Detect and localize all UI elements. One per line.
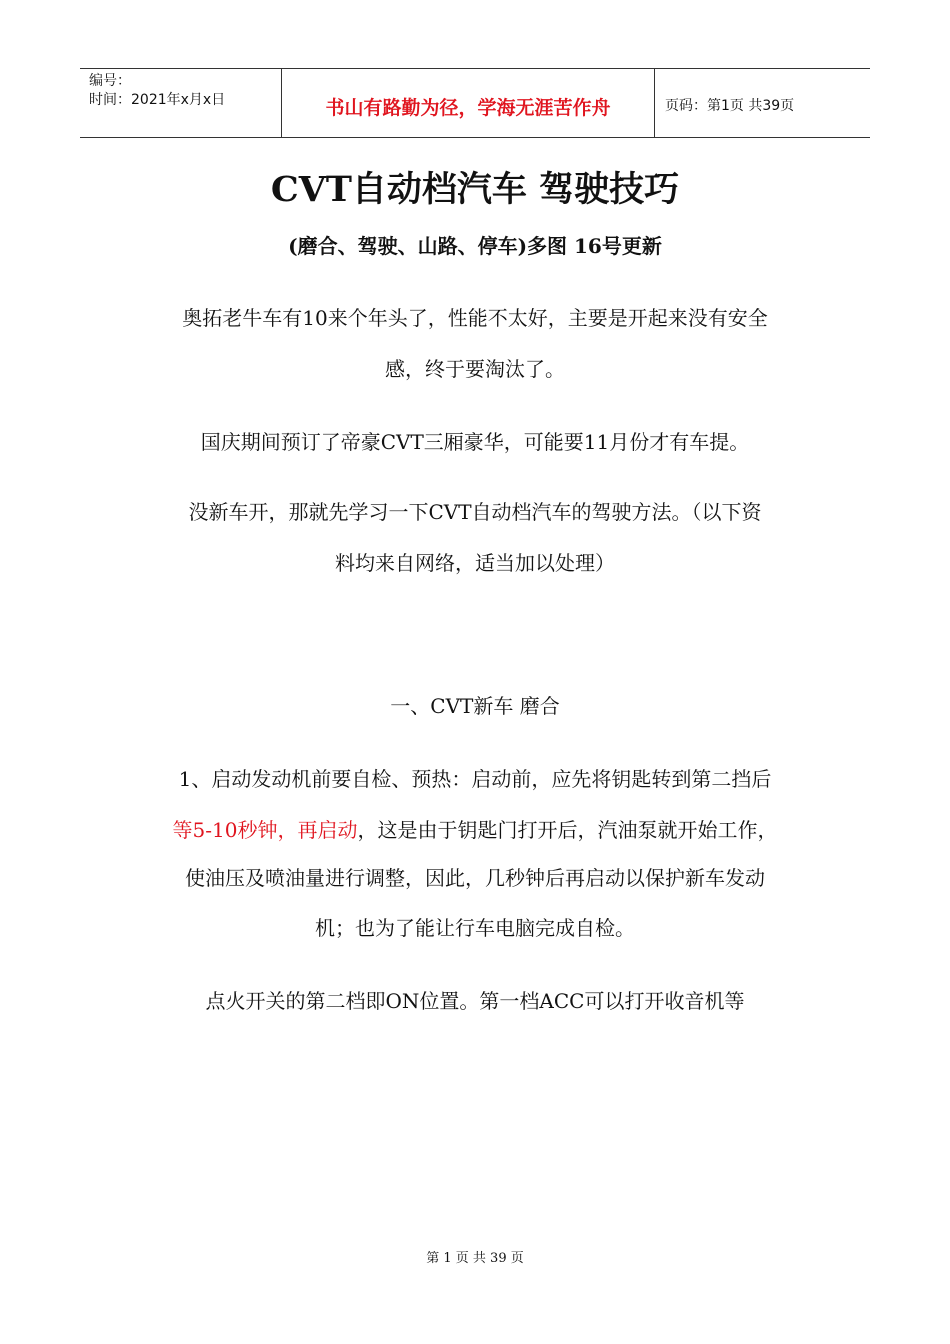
- paragraph-line: 感，终于要淘汰了。: [385, 357, 565, 381]
- paragraph-text: ，这是由于钥匙门打开后，汽油泵就开始工作，: [357, 818, 778, 842]
- paragraph-line: 1、启动发动机前要自检、预热：启动前，应先将钥匙转到第二挡后: [178, 767, 772, 791]
- paragraph-line: 没新车开，那就先学习一下CVT自动档汽车的驾驶方法。（以下资: [188, 500, 762, 524]
- document-subtitle: (磨合、驾驶、山路、停车)多图 16号更新: [288, 234, 662, 258]
- paragraph-line: 料均来自网络，适当加以处理）: [335, 551, 615, 575]
- serial-number-label: 编号：: [89, 73, 131, 89]
- header-page-info: 页码：第1页 共39页: [665, 98, 795, 114]
- header-info-cell: [80, 69, 282, 137]
- page-footer: 第 1 页 共 39 页: [426, 1251, 524, 1266]
- paragraph-line: 国庆期间预订了帝豪CVT三厢豪华，可能要11月份才有车提。: [200, 430, 750, 454]
- paragraph-line: 使油压及喷油量进行调整，因此，几秒钟后再启动以保护新车发动: [185, 866, 765, 890]
- paragraph-line: 机；也为了能让行车电脑完成自检。: [315, 916, 635, 940]
- page-header: [80, 68, 870, 138]
- section-heading: 一、CVT新车 磨合: [390, 694, 560, 718]
- paragraph-line: 奥拓老牛车有10来个年头了，性能不太好，主要是开起来没有安全: [182, 306, 768, 330]
- date-line: 时间：2021年x月x日: [89, 92, 226, 108]
- highlighted-text: 等5-10秒钟，再启动: [172, 818, 358, 842]
- header-motto: 书山有路勤为径，学海无涯苦作舟: [282, 69, 655, 137]
- document-title: CVT自动档汽车 驾驶技巧: [270, 169, 680, 210]
- paragraph-line: [0, 814, 950, 843]
- paragraph-line: 点火开关的第二档即ON位置。第一档ACC可以打开收音机等: [205, 989, 745, 1013]
